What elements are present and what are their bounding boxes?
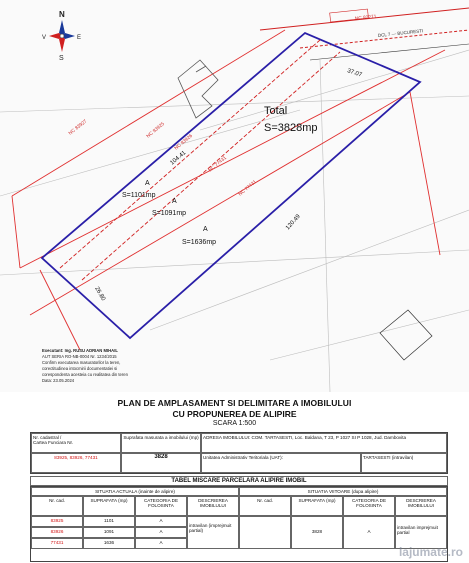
cad-label-2: NC 83926: [174, 133, 194, 152]
col-h-desc: DESCRIEREA IMOBILULUI: [187, 496, 239, 516]
area-value: 3828: [121, 453, 201, 473]
stamp-l5: corespondenta acesteia cu realitatea din teren: [42, 372, 128, 377]
plan-title-line1: PLAN DE AMPLASAMENT SI DELIMITARE A IMOBILULUI: [117, 398, 352, 408]
col-h-desc2: DESCRIEREA IMOBILULUI: [395, 496, 447, 516]
dim-120: 120.49: [285, 213, 302, 232]
desc-after: intravilan imprejmuit partial: [395, 516, 447, 549]
after-header: SITUATIA VIITOARE (dupa alipire): [239, 487, 447, 496]
row2-area: 1091: [83, 527, 135, 538]
plan-scale: SCARA 1:500: [212, 420, 257, 427]
lot-a-area-2: S=1091mp: [152, 210, 187, 217]
cad-values: 83925, 83926, 77431: [31, 453, 121, 473]
stamp-l4: corectitudinea intocmirii documentatiei si: [42, 366, 118, 371]
cad-label-4: NC 77431: [238, 179, 258, 198]
col-h-area2: SUPRAFATA (mp): [291, 496, 343, 516]
col-h-cat2: CATEGORIA DE FOLOSINTA: [343, 496, 395, 516]
col-h-cat: CATEGORIA DE FOLOSINTA: [135, 496, 187, 516]
total-label: Total: [264, 105, 288, 117]
area-label: Suprafata masurata a imobilului (mp): [121, 433, 201, 453]
cad-label-1: NC 83925: [146, 121, 166, 140]
row2-cad: 83926: [31, 527, 83, 538]
row2-cat: A: [135, 527, 187, 538]
new-cad-cell: [239, 516, 291, 549]
movement-table: [30, 486, 448, 562]
stamp-l3: Confirm executarea masuratorilor la teren,: [42, 360, 121, 365]
compass-e: E: [77, 35, 82, 41]
dim-26: 26.80: [93, 286, 106, 303]
col-h-area: SUPRAFATA (mp): [83, 496, 135, 516]
desc-before: intravilan (imprejmuit partial): [187, 516, 239, 549]
row1-area: 1101: [83, 516, 135, 527]
plan-title-line2: CU PROPUNEREA DE ALIPIRE: [172, 409, 297, 419]
row1-cad: 83925: [31, 516, 83, 527]
col-h-cad: Nr. cad.: [31, 496, 83, 516]
address: ADRESA IMOBILULUI: COM. TARTASESTI, Loc. Baldana, T 23, P 1027 SI P 1028, Jud. Dambovita: [201, 433, 447, 453]
lot-a-letter-2: A: [172, 198, 177, 205]
row3-area: 1636: [83, 538, 135, 549]
uat-value: TARTASESTI (intravilan): [361, 453, 447, 473]
dim-37: 37.07: [346, 68, 363, 79]
info-grid: [30, 432, 448, 474]
lot-a-letter-3: A: [203, 226, 208, 233]
lot-a-area-1: S=1101mp: [122, 192, 156, 199]
compass-w: V: [42, 35, 47, 41]
cad-label-3: NC 77431: [208, 155, 228, 174]
row3-cad: 77431: [31, 538, 83, 549]
table-title: TABEL MISCARE PARCELARA ALIPIRE IMOBIL: [30, 476, 448, 486]
dim-104: 104.41: [169, 150, 188, 167]
row1-cat: A: [135, 516, 187, 527]
row3-cat: A: [135, 538, 187, 549]
stamp-l6: Data: 23.05.2024: [42, 378, 75, 383]
new-cat: A: [343, 516, 395, 549]
lot-a-letter-1: A: [145, 180, 150, 187]
new-area: 3828: [291, 516, 343, 549]
uat-label: Unitatea Administrativ Teritoriala (UAT):: [201, 453, 361, 473]
cad-label-6: NC 83927: [68, 119, 89, 137]
compass-n: N: [59, 10, 65, 19]
lot-a-area-3: S=1636mp: [182, 239, 217, 246]
cad-label-5: NC 82271: [354, 14, 377, 22]
total-area: S=3828mp: [264, 122, 318, 134]
col-h-cad2: Nr. cad.: [239, 496, 291, 516]
stamp-l1: Executant: Ing. RUSU ADRIAN MIHAIL: [42, 348, 118, 353]
watermark-logo: lajumate.ro: [398, 545, 463, 559]
nr-cad-label: Nr. cadastral /: [33, 435, 62, 440]
title-block: [0, 392, 469, 563]
cad-label-cell: [31, 433, 121, 453]
stamp-l2: AUT SERIA RO-NB-0004 Nr. 1234/2015: [42, 354, 117, 359]
compass-s: S: [59, 55, 64, 62]
before-header: SITUATIA ACTUALA (inainte de alipire): [31, 487, 239, 496]
cf-label: Cartea Funciara Nr.: [33, 440, 74, 445]
road-label: DCL 7 — BUCURESTI: [377, 28, 424, 38]
